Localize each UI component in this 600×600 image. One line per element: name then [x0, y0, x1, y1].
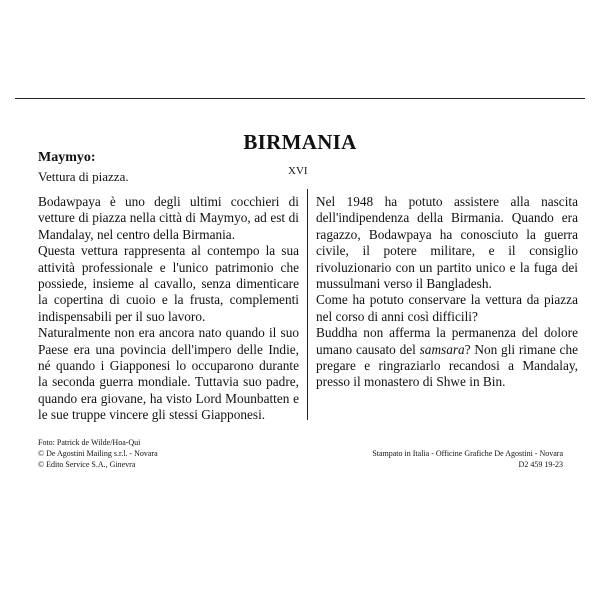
page-title: BIRMANIA [243, 130, 357, 154]
text-run: ? Non gli rimane che pregare e ringraziarlo recandosi a Mandalay, presso il monastero di Shwe in Bin. [316, 341, 578, 390]
paragraph: Come ha potuto conservare la vettura da piazza nel corso di anni così difficili? [316, 292, 578, 324]
text-run: Buddha non afferma la permanenza del dolore umano causato del [316, 325, 578, 357]
code-line: D2 459 19-23 [518, 460, 563, 469]
paragraph [316, 325, 578, 391]
top-rule [15, 98, 585, 99]
paragraph: Bodawpaya è uno degli ultimi cocchieri di vetture di piazza nella città di Maymyo, ad est di Mandalay, nel centro della Birmania. [38, 194, 299, 242]
paragraph: Questa vettura rappresenta al contempo la sua attività professionale e l'unico patrimonio che possiede, insieme al cavallo, senza dimenticare la copertina di cuoio e la frusta, complementi indispensabili per il suo lavoro. [38, 243, 299, 324]
printer-line: Stampato in Italia - Officine Grafiche De Agostini - Novara [372, 449, 563, 458]
credits [38, 437, 158, 470]
paragraph: Nel 1948 ha potuto assistere alla nascita dell'indipendenza della Birmania. Quando era ragazzo, Bodawpaya ha conosciuto la guerra civile, il potere militare, e il consiglio rivoluzionario con un partito unico e la fuga dei mussulmani verso il Bangladesh. [316, 194, 578, 292]
italic-term: samsara [419, 341, 465, 357]
copyright-line: © De Agostini Mailing s.r.l. - Novara [38, 449, 158, 458]
subtitle: Vettura di piazza. [38, 169, 129, 184]
print-info [372, 448, 563, 470]
place-heading: Maymyo: [38, 150, 96, 165]
left-column [38, 194, 299, 424]
paragraph: Naturalmente non era ancora nato quando il suo Paese era una povincia dell'impero delle Indie, né quando i Giapponesi lo occuparono durante la seconda guerra mondiale. Tuttavia suo padre, quando era giovane, ha visto Lord Mounbatten e le sue truppe vincere gli stessi Giapponesi. [38, 325, 299, 423]
photo-credit: Foto: Patrick de Wilde/Hoa-Qui [38, 438, 141, 447]
card-number: XVI [288, 165, 308, 177]
copyright-line: © Edito Service S.A., Ginevra [38, 460, 136, 469]
column-divider [307, 189, 308, 420]
right-column [316, 194, 578, 391]
